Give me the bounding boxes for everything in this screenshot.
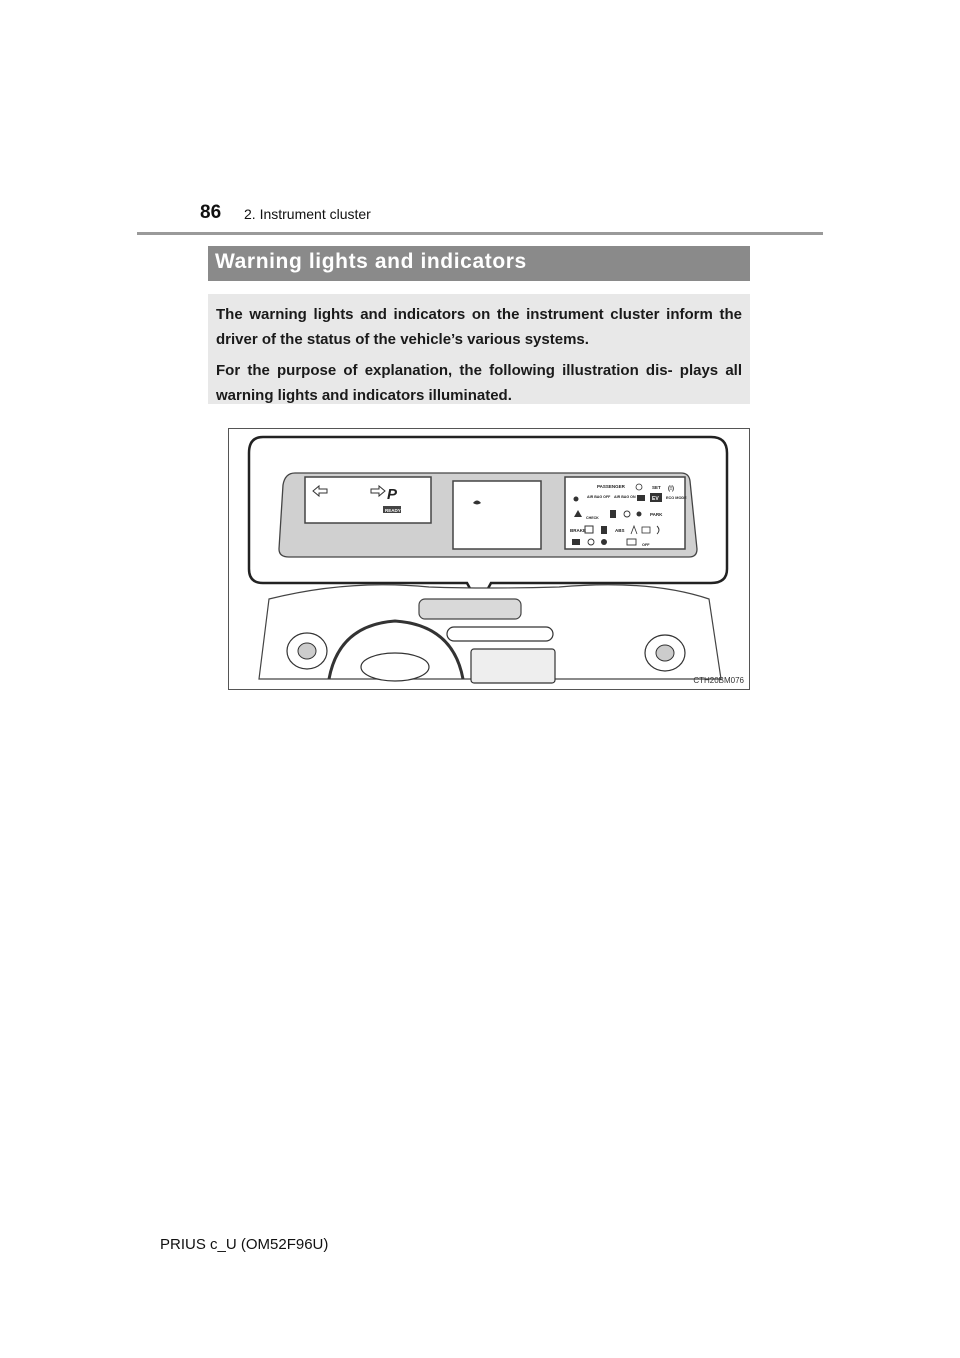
cluster-drawing bbox=[229, 429, 749, 689]
check-label: CHECK bbox=[586, 516, 599, 520]
passenger-label: PASSENGER bbox=[597, 484, 625, 489]
figure-code: CTH20BM076 bbox=[693, 676, 744, 685]
eco-mode-label: ECO MODE bbox=[666, 496, 687, 500]
header-rule bbox=[137, 232, 823, 235]
set-label: SET bbox=[652, 485, 661, 490]
seat-icon bbox=[601, 526, 607, 534]
page-heading: Warning lights and indicators bbox=[215, 250, 527, 273]
right-air-vent-inner bbox=[656, 645, 674, 661]
door-icon bbox=[637, 495, 645, 501]
ready-label: READY bbox=[385, 508, 401, 513]
coolant-icon bbox=[637, 512, 642, 517]
center-touchscreen bbox=[471, 649, 555, 683]
heading-bar bbox=[208, 246, 750, 281]
left-display bbox=[305, 477, 431, 523]
tire-pressure-icon: (!) bbox=[668, 486, 674, 492]
fuel-icon bbox=[610, 510, 616, 518]
park-label: PARK bbox=[650, 512, 663, 517]
airbag-on-label: AIR BAG ON bbox=[614, 495, 636, 499]
seatbelt-icon bbox=[574, 497, 579, 502]
indicator-panel bbox=[565, 477, 685, 549]
intro-paragraph-2: For the purpose of explanation, the following illustration dis- plays all warning lights and indicators illuminated. bbox=[216, 362, 742, 404]
center-vents bbox=[447, 627, 553, 641]
headlight-icon bbox=[572, 539, 580, 545]
airbag-off-label: AIR BAG OFF bbox=[587, 495, 611, 499]
off-label: OFF bbox=[642, 543, 650, 547]
abs-label: ABS bbox=[615, 528, 625, 533]
instrument-cluster-illustration bbox=[228, 428, 750, 690]
ev-label: EV bbox=[652, 496, 659, 502]
footer-model: PRIUS c_U (OM52F96U) bbox=[160, 1236, 329, 1253]
left-air-vent-inner bbox=[298, 643, 316, 659]
steering-hub bbox=[361, 653, 429, 681]
intro-box bbox=[208, 294, 750, 404]
top-display-housing bbox=[419, 599, 521, 619]
center-display bbox=[453, 481, 541, 549]
gear-indicator: P bbox=[387, 486, 398, 503]
intro-paragraph-1: The warning lights and indicators on the instrument cluster inform the driver of the status of the vehicle’s various systems. bbox=[216, 306, 742, 348]
fog-light-icon bbox=[601, 539, 607, 545]
brake-label: BRAKE bbox=[570, 528, 587, 533]
section-title: 2. Instrument cluster bbox=[244, 206, 371, 222]
page-number: 86 bbox=[200, 202, 222, 223]
